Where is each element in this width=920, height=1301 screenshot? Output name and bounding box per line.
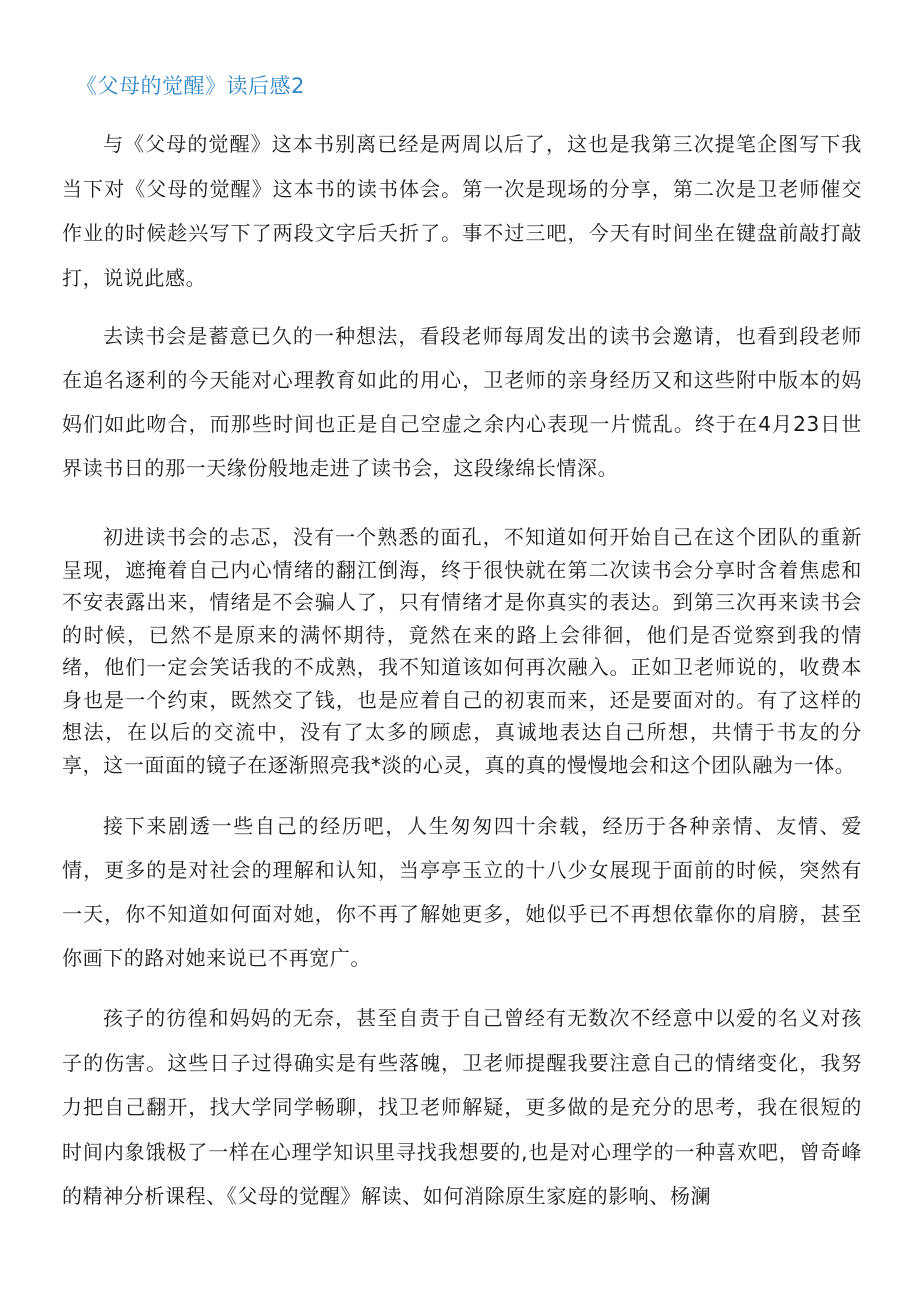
paragraph-3: 初进读书会的忐忑，没有一个熟悉的面孔，不知道如何开始自己在这个团队的重新呈现，遮掩着自己内心情绪的翻江倒海，终于很快就在第二次读书会分享时含着焦虑和不安表露出来，情绪是不会骗人了，只有情绪才是你真实的表达。到第三次再来读书会的时候，已然不是原来的满怀期待，竟然在来的路上会徘徊，他们是否觉察到我的情绪，他们一定会笑话我的不成熟，我不知道该如何再次融入。正如卫老师说的，收费本身也是一个约束，既然交了钱，也是应着自己的初衷而来，还是要面对的。有了这样的想法，在以后的交流中，没有了太多的顾虑，真诚地表达自己所想，共情于书友的分享，这一面面的镜子在逐渐照亮我*淡的心灵，真的真的慢慢地会和这个团队融为一体。 (62, 525, 862, 777)
paragraph-1: 与《父母的觉醒》这本书别离已经是两周以后了，这也是我第三次提笔企图写下我当下对《父母的觉醒》这本书的读书体会。第一次是现场的分享，第二次是卫老师催交作业的时候趁兴写下了两段文字后夭折了。事不过三吧，今天有时间坐在键盘前敲打敲打，说说此感。 (62, 132, 862, 290)
document-title: 《父母的觉醒》读后感2 (76, 74, 305, 98)
paragraph-5: 孩子的彷徨和妈妈的无奈，甚至自责于自己曾经有无数次不经意中以爱的名义对孩子的伤害。这些日子过得确实是有些落魄，卫老师提醒我要注意自己的情绪变化，我努力把自己翻开，找大学同学畅聊，找卫老师解疑，更多做的是充分的思考，我在很短的时间内象饿极了一样在心理学知识里寻找我想要的,也是对心理学的一种喜欢吧，曾奇峰的精神分析课程、《父母的觉醒》解读、如何消除原生家庭的影响、杨澜 (62, 1006, 862, 1208)
paragraph-4: 接下来剧透一些自己的经历吧，人生匆匆四十余载，经历于各种亲情、友情、爱情，更多的是对社会的理解和认知，当亭亭玉立的十八少女展现于面前的时候，突然有一天，你不知道如何面对她，你不再了解她更多，她似乎已不再想依靠你的肩膀，甚至你画下的路对她来说已不再宽广。 (62, 814, 862, 970)
paragraph-2: 去读书会是蓄意已久的一种想法，看段老师每周发出的读书会邀请，也看到段老师在追名逐利的今天能对心理教育如此的用心，卫老师的亲身经历又和这些附中版本的妈妈们如此吻合，而那些时间也正是自己空虚之余内心表现一片慌乱。终于在4月23日世界读书日的那一天缘份般地走进了读书会，这段缘绵长情深。 (62, 324, 862, 480)
